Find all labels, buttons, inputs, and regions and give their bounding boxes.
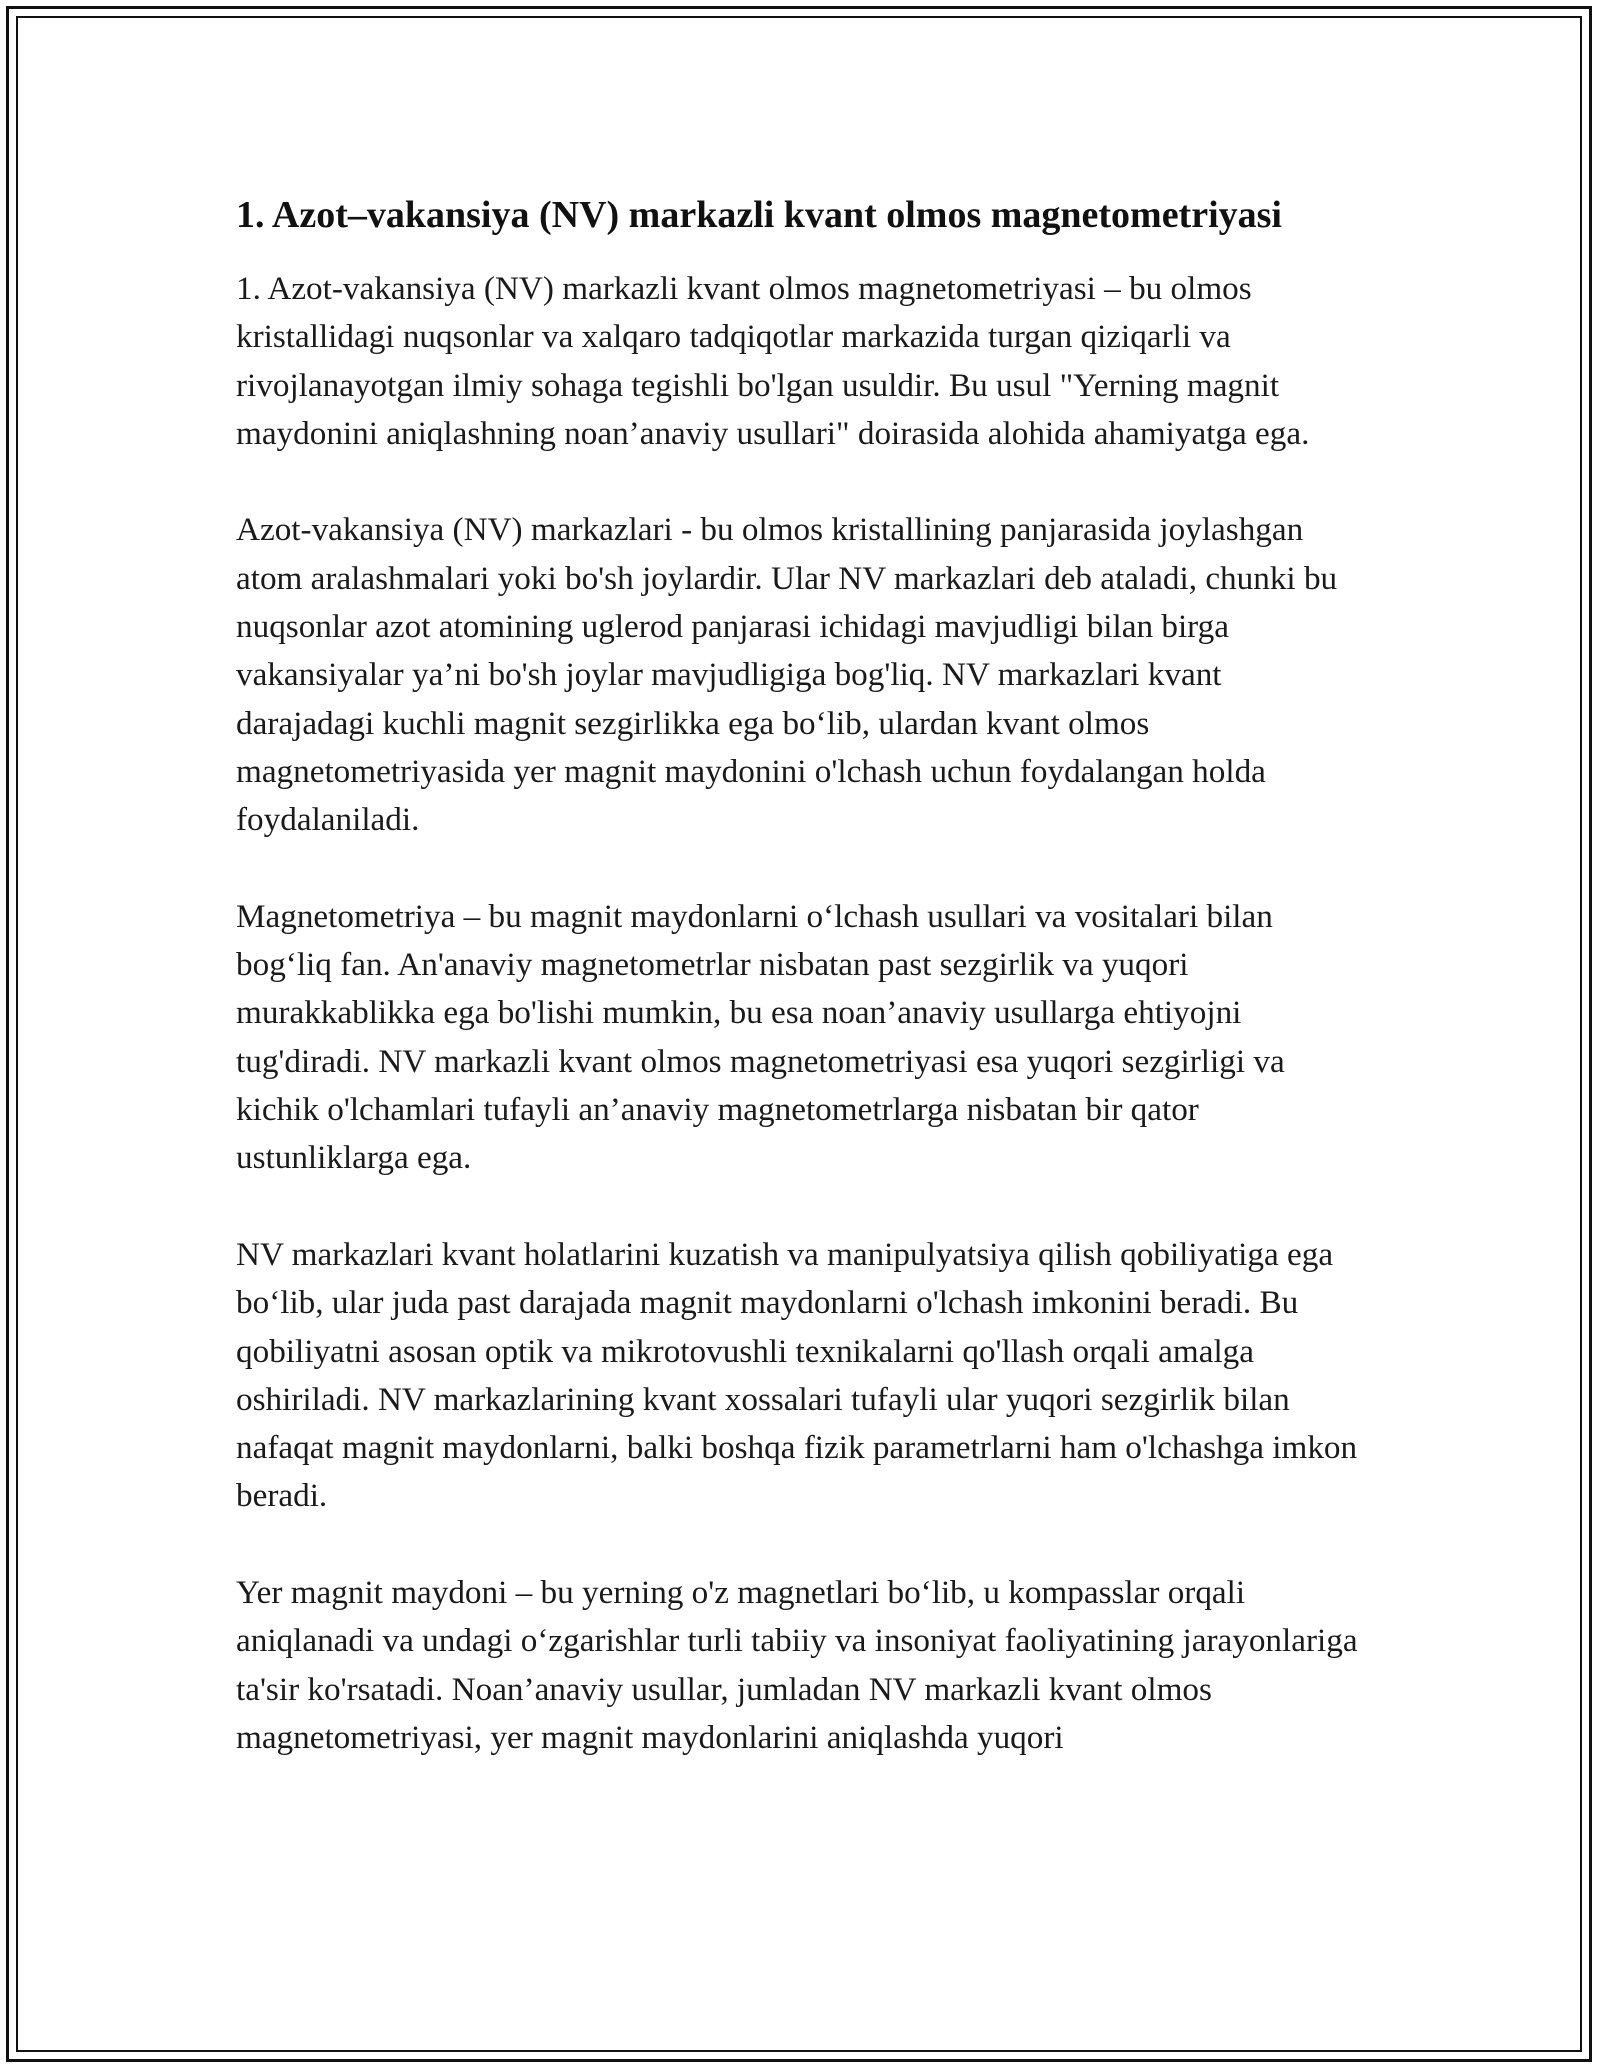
document-title: 1. Azot–vakansiya (NV) markazli kvant olmos magnetometriyasi — [236, 194, 1282, 236]
paragraph-4: NV markazlari kvant holatlarini kuzatish va manipulyatsiya qilish qobiliyatiga ega bo‘lib, ular juda past darajada magnit maydonlarni o'lchash imkonini beradi. Bu qobiliyatni asosan optik va mikrotovushli texnikalarni qo'llash orqali amalga oshiriladi. NV markazlarining kvant xossalari tufayli ular yuqori sezgirlik bilan nafaqat magnit maydonlarni, balki boshqa fizik parametrlarni ham o'lchashga imkon beradi. — [236, 1235, 1358, 1515]
document-body — [236, 188, 1364, 1811]
paragraph-2: Azot-vakansiya (NV) markazlari - bu olmos kristallining panjarasida joylashgan atom aralashmalari yoki bo'sh joylardir. Ular NV markazlari deb ataladi, chunki bu nuqsonlar azot atomining uglerod panjarasi ichidagi mavjudligi bilan birga vakansiyalar ya’ni bo'sh joylar mavjudligiga bog'liq. NV markazlari kvant darajadagi kuchli magnit sezgirlikka ega bo‘lib, ulardan kvant olmos magnetometriyasida yer magnit maydonini o'lchash uchun foydalangan holda foydalaniladi. — [236, 511, 1338, 839]
paragraph-1: 1. Azot-vakansiya (NV) markazli kvant olmos magnetometriyasi – bu olmos kristallidagi nuqsonlar va xalqaro tadqiqotlar markazida turgan qiziqarli va rivojlanayotgan ilmiy sohaga tegishli bo'lgan usuldir. Bu usul "Yerning magnit maydonini aniqlashning noan’anaviy usullari" doirasida alohida ahamiyatga ega. — [236, 270, 1310, 452]
paragraph-5: Yer magnit maydoni – bu yerning o'z magnetlari bo‘lib, u kompasslar orqali aniqlanadi va undagi o‘zgarishlar turli tabiiy va insoniyat faoliyatining jarayonlariga ta'sir ko'rsatadi. Noan’anaviy usullar, jumladan NV markazli kvant olmos magnetometriyasi, yer magnit maydonlarini aniqlashda yuqori — [236, 1574, 1358, 1756]
paragraph-3: Magnetometriya – bu magnit maydonlarni o‘lchash usullari va vositalari bilan bog‘liq fan. An'anaviy magnetometrlar nisbatan past sezgirlik va yuqori murakkablikka ega bo'lishi mumkin, bu esa noan’anaviy usullarga ehtiyojni tug'diradi. NV markazli kvant olmos magnetometriyasi esa yuqori sezgirligi va kichik o'lchamlari tufayli an’anaviy magnetometrlarga nisbatan bir qator ustunliklarga ega. — [236, 897, 1285, 1177]
